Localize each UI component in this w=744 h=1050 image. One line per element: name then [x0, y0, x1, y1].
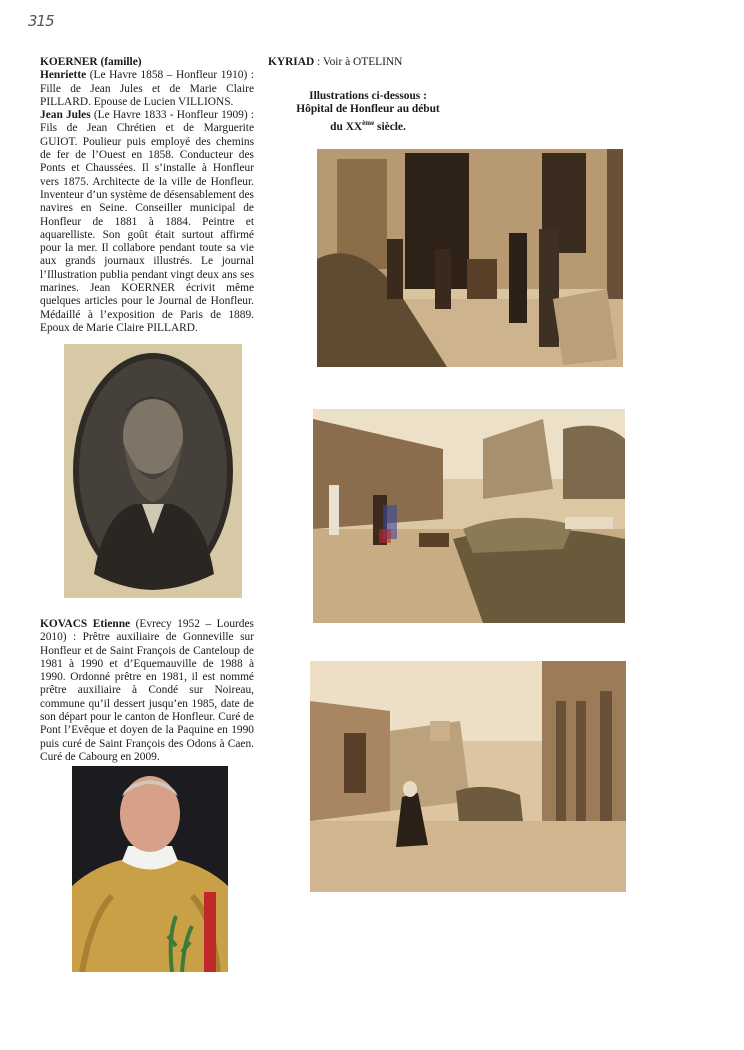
kovacs-name: KOVACS Etienne — [40, 618, 131, 630]
jean-jules-text: (Le Havre 1833 - Honfleur 1909) : Fils de Jean Chrétien et de Marguerite GUIOT. Poulieur puis employé des chemins de fer de l’Ouest en 1858. Conducteur des Ponts et Chaussées. Il s’installe à Honfleur vers 1875. Architecte de la ville de Honfleur. Inventeur d’un système de désensablement des navires en Seine. Conseiller municipal de Honfleur de 1881 à 1884. Peintre et aquarelliste. Son goût était surtout affirmé pour la mer. Il collabore pendant toute sa vie aux grands journaux illustrés. Le journal l’Illustration publia pendant vingt deux ans ses marines. Jean KOERNER écrivit même quelques articles pour le Journal de Honfleur. Médaillé à l’exposition de Paris de 1889. Epoux de Marie Claire PILLARD. — [40, 109, 255, 334]
hospital-photo-1 — [317, 149, 623, 367]
hospital-photo-3 — [310, 661, 626, 892]
illustrations-caption — [268, 90, 468, 134]
koerner-header-line — [40, 56, 254, 69]
hospital-photo-2 — [313, 409, 625, 623]
kovacs-text: (Evrecy 1952 – Lourdes 2010) : Prêtre auxiliaire de Gonneville sur Honfleur et de Saint François de Canteloup de 1981 à 1990 et d’Equemauville de 1988 à 1990. Ordonné prêtre en 1981, il est nommé prêtre auxiliaire à Condé sur Noireau, commune qu’il dessert jusqu’en 1985, date de son départ pour le canton de Honfleur. Curé de Pont l’Evêque et doyen de la Paquine en 1990 puis curé de Saint François des Odons à Caen. Curé de Cabourg en 2009. — [40, 618, 254, 763]
koerner-portrait-photo — [64, 344, 242, 598]
koerner-header: KOERNER (famille) — [40, 56, 142, 68]
kyriad-name: KYRIAD — [268, 56, 315, 68]
caption-line-1: Illustrations ci-dessous : — [309, 90, 427, 102]
kyriad-line — [268, 56, 468, 69]
kyriad-text: : Voir à OTELINN — [314, 56, 403, 68]
henriette-name: Henriette — [40, 69, 87, 82]
henriette-text: (Le Havre 1858 – Honfleur 1910) : Fille de Jean Jules et de Marie Claire PILLARD. Epouse de Lucien VILLIONS. — [40, 69, 254, 108]
jean-jules-name: Jean Jules — [40, 109, 91, 122]
kyriad-entry — [268, 56, 468, 69]
caption-line-2: Hôpital de Honfleur au début — [296, 103, 440, 116]
page-number: 315 — [28, 12, 54, 30]
henriette-paragraph — [40, 69, 254, 109]
koerner-entry — [40, 56, 254, 335]
kovacs-paragraph — [40, 618, 254, 764]
kovacs-entry — [40, 618, 254, 764]
jean-jules-paragraph — [40, 109, 254, 335]
caption-line-3: du XXème siècle. — [330, 118, 406, 133]
kovacs-portrait-photo — [72, 766, 228, 972]
